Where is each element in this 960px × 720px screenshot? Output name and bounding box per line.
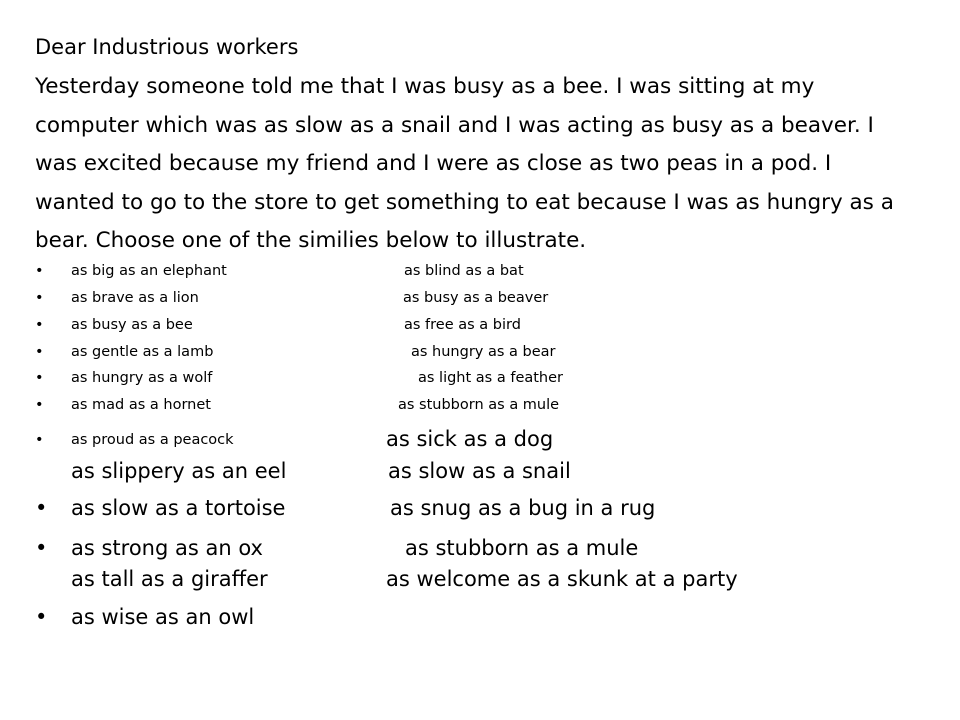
simile-left: as big as an elephant	[71, 263, 227, 279]
simile-right: as hungry as a bear	[411, 344, 556, 360]
simile-left: as proud as a peacock	[71, 432, 234, 448]
simile-right: as blind as a bat	[404, 263, 524, 279]
simile-left: as wise as an owl	[71, 605, 255, 629]
bullet-icon: •	[35, 536, 48, 560]
simile-left: as strong as an ox	[71, 536, 263, 560]
simile-right: as slow as a snail	[388, 459, 571, 483]
intro-paragraph	[35, 68, 935, 261]
simile-right: as busy as a beaver	[403, 290, 549, 306]
simile-left: as slippery as an eel	[71, 459, 287, 483]
paragraph-line: computer which was as slow as a snail and I was acting as busy as a beaver. I	[35, 112, 874, 138]
simile-right: as light as a feather	[418, 370, 564, 386]
simile-right: as sick as a dog	[386, 427, 554, 451]
simile-left: as mad as a hornet	[71, 397, 211, 413]
paragraph-line: wanted to go to the store to get something to eat because I was as hungry as a	[35, 189, 894, 215]
bullet-icon: •	[35, 496, 48, 520]
simile-right: as snug as a bug in a rug	[390, 496, 656, 520]
simile-right: as stubborn as a mule	[398, 397, 560, 413]
simile-left: as tall as a giraffer	[71, 567, 268, 591]
paragraph-line: bear. Choose one of the similies below to illustrate.	[35, 228, 587, 253]
paragraph-line: was excited because my friend and I were as close as two peas in a pod. I	[35, 151, 832, 176]
simile-left: as busy as a bee	[71, 317, 193, 333]
salutation: Dear Industrious workers	[35, 35, 299, 59]
bullet-icon: •	[35, 397, 44, 413]
bullet-icon: •	[35, 432, 44, 448]
bullet-icon: •	[35, 344, 44, 360]
simile-right: as stubborn as a mule	[405, 536, 639, 560]
bullet-icon: •	[35, 605, 48, 629]
simile-right: as welcome as a skunk at a party	[386, 567, 738, 591]
bullet-icon: •	[35, 370, 44, 386]
paragraph-line: Yesterday someone told me that I was busy as a bee. I was sitting at my	[35, 74, 815, 99]
simile-left: as gentle as a lamb	[71, 344, 214, 360]
bullet-icon: •	[35, 317, 44, 333]
simile-left: as hungry as a wolf	[71, 370, 213, 386]
bullet-icon: •	[35, 263, 44, 279]
simile-left: as brave as a lion	[71, 290, 199, 306]
simile-left: as slow as a tortoise	[71, 496, 286, 520]
simile-right: as free as a bird	[404, 317, 521, 333]
bullet-icon: •	[35, 290, 44, 306]
